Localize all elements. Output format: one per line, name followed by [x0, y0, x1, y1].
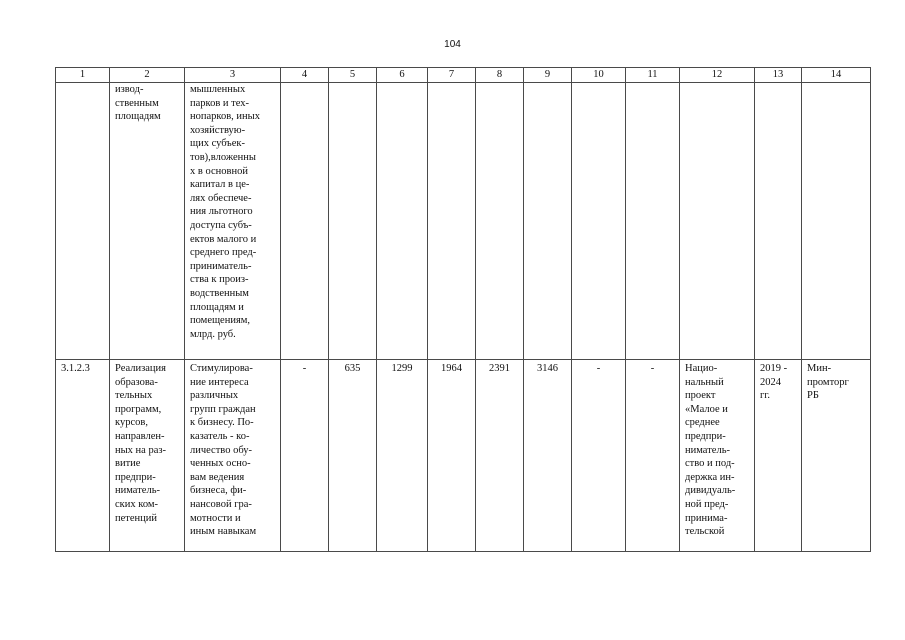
cell-value [572, 83, 626, 360]
column-header: 6 [377, 68, 428, 83]
column-header: 10 [572, 68, 626, 83]
table-row [56, 83, 871, 360]
cell-indicator: Стимулирова- ние интереса различных групп граждан к бизнесу. По- казатель - ко- личество обу- ченных осно- вам ведения бизнеса, фи- нансовой гра- мотности и иным навыкам [185, 360, 281, 552]
column-header: 12 [680, 68, 755, 83]
column-header: 14 [802, 68, 871, 83]
table-row [56, 360, 871, 552]
column-header: 9 [524, 68, 572, 83]
cell-value: - [572, 360, 626, 552]
cell-value: - [281, 360, 329, 552]
page-number: 104 [444, 39, 461, 50]
column-header: 5 [329, 68, 377, 83]
cell-value: 1964 [428, 360, 476, 552]
cell-indicator: мышленных парков и тех- нопарков, иных хозяйствую- щих субъек- тов),вложенны х в основной капитал в це- лях обеспече- ния льготного доступа субъ- ектов малого и среднего пред- приниматель- ства к произ- водственным площадям и помещениям, млрд. руб. [185, 83, 281, 360]
column-header: 4 [281, 68, 329, 83]
document-table [55, 67, 871, 552]
cell-value: 2391 [476, 360, 524, 552]
cell-period [755, 83, 802, 360]
cell-value [626, 83, 680, 360]
cell-source: Нацио- нальный проект «Малое и среднее предпри- ниматель- ство и под- держка ин- дивидуаль- ной пред- принима- тельской [680, 360, 755, 552]
cell-responsible [802, 83, 871, 360]
column-header: 1 [56, 68, 110, 83]
cell-value [524, 83, 572, 360]
cell-responsible: Мин- промторг РБ [802, 360, 871, 552]
cell-value: 635 [329, 360, 377, 552]
cell-value: 1299 [377, 360, 428, 552]
cell-number: 3.1.2.3 [56, 360, 110, 552]
cell-event-name: извод- ственным площадям [110, 83, 185, 360]
cell-value [377, 83, 428, 360]
table-header-row [56, 68, 871, 83]
column-header: 13 [755, 68, 802, 83]
cell-value [329, 83, 377, 360]
cell-source [680, 83, 755, 360]
column-header: 11 [626, 68, 680, 83]
cell-value: 3146 [524, 360, 572, 552]
column-header: 8 [476, 68, 524, 83]
cell-value: - [626, 360, 680, 552]
cell-value [428, 83, 476, 360]
cell-value [281, 83, 329, 360]
column-header: 3 [185, 68, 281, 83]
cell-number [56, 83, 110, 360]
cell-event-name: Реализация образова- тельных программ, курсов, направлен- ных на раз- витие предпри- ниматель- ских ком- петенций [110, 360, 185, 552]
cell-value [476, 83, 524, 360]
column-header: 2 [110, 68, 185, 83]
cell-period: 2019 - 2024 гг. [755, 360, 802, 552]
column-header: 7 [428, 68, 476, 83]
